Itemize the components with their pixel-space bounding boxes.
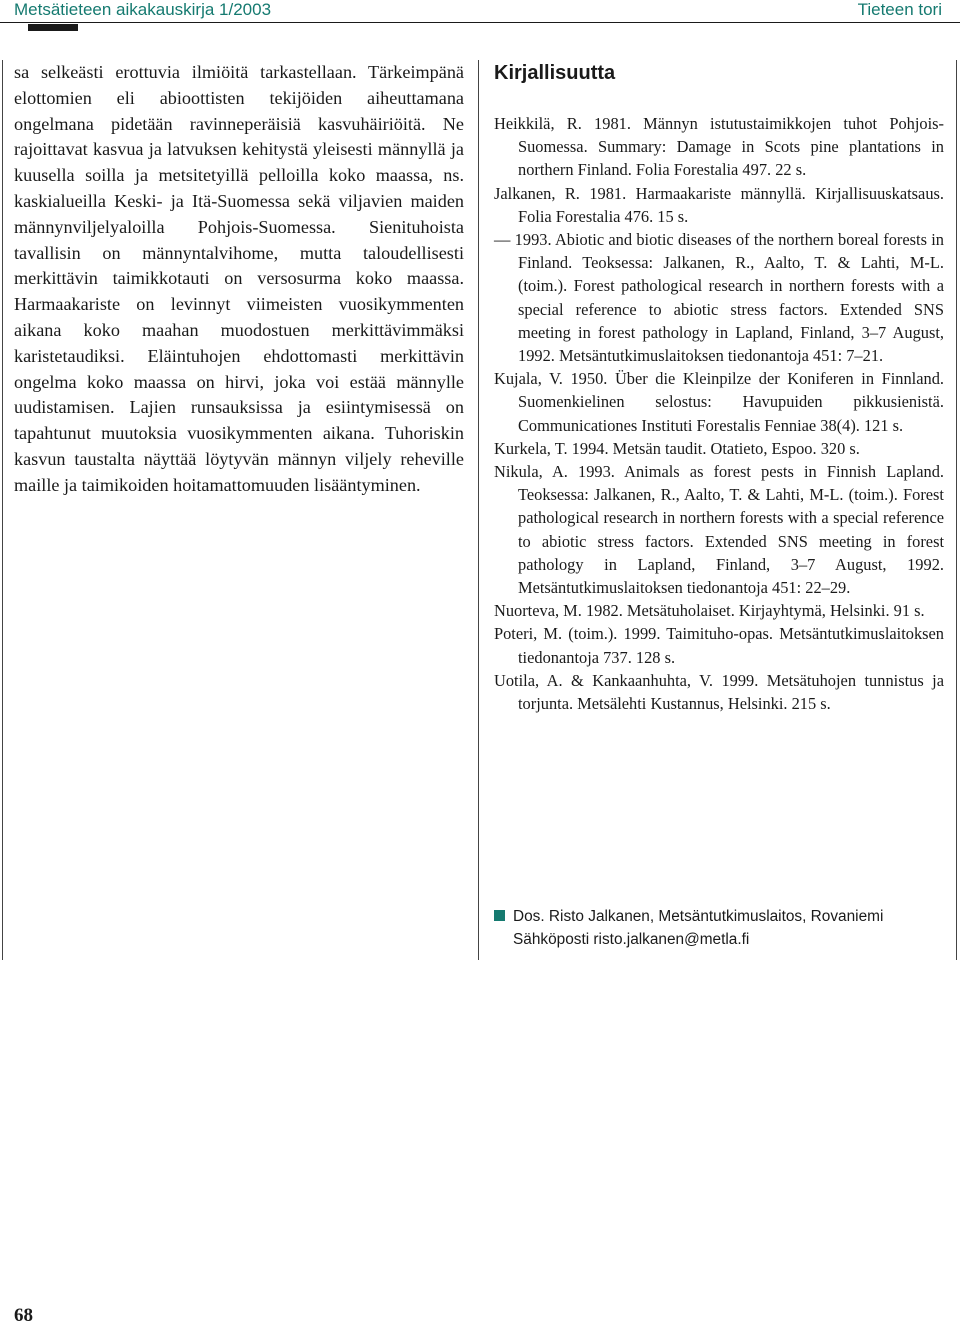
journal-title: Metsätieteen aikakauskirja 1/2003 xyxy=(14,0,272,19)
right-column-rule xyxy=(956,60,957,960)
reference-item: Jalkanen, R. 1981. Harmaakariste männyllä. Kirjallisuuskatsaus. Folia Forestalia 476. 15 s. xyxy=(494,183,944,226)
header-bar xyxy=(28,24,78,31)
reference-item: Kujala, V. 1950. Über die Kleinpilze der Koniferen in Finnland. Suomenkielinen selostus: Havupuiden pikkusienistä. Communicationes Instituti Forestalis Fenniae 38(4). 121 s. xyxy=(494,369,944,435)
left-column-rule xyxy=(2,60,3,960)
body-paragraph: sa selkeästi erottuvia ilmiöitä tarkastellaan. Tärkeimpänä elottomien eli abioottisten tekijöiden aiheuttamana ongelmana pidetään ravinneperäisiä kasvuhäiriöitä. Ne rajoittavat kasvua ja latvuksen kehitystä yleisesti männyllä ja kuusella soilla ja metsitetyillä pelloilla koko maassa, ns. kaskialueilla Keski- ja Itä-Suomessa sekä viljavien maiden männynviljelyaloilla Pohjois-Suomessa. Sienituhoista tavallisin on männyntalvihome, mutta taloudellisesti merkittävin taimikkotauti on versosurma koko maassa. Harmaakariste on levinnyt viimeisten vuosikymmenten aikana koko maahan muodostuen merkittävimmäksi karistetaudiksi. Eläintuhojen ehdottomasti merkittävin ongelma koko maassa on hirvi, joka voi estää männylle uudistamisen. Lajien runsauksissa ja esiintymisessä on tapahtunut muutoksia vuosikymmenten aikana. Tuhoriskin kasvun taustalta näyttää löytyvän männyn viljely reheville maille ja taimikoiden hoitamattomuuden lisääntyminen. xyxy=(14,62,464,495)
page-number: 68 xyxy=(14,1305,33,1326)
author-info xyxy=(494,905,954,951)
author-line xyxy=(494,905,954,928)
author-email: Sähköposti risto.jalkanen@metla.fi xyxy=(513,931,750,948)
reference-item: Poteri, M. (toim.). 1999. Taimituho-opas. Metsäntutkimuslaitoksen tiedonantoja 737. 128 s. xyxy=(494,624,944,667)
reference-item: Kurkela, T. 1994. Metsän taudit. Otatieto, Espoo. 320 s. xyxy=(494,438,860,458)
author-name: Dos. Risto Jalkanen, Metsäntutkimuslaitos, Rovaniemi xyxy=(513,908,884,925)
square-bullet-icon xyxy=(494,910,505,921)
reference-item: Uotila, A. & Kankaanhuhta, V. 1999. Metsätuhojen tunnistus ja torjunta. Metsälehti Kustannus, Helsinki. 215 s. xyxy=(494,670,944,714)
reference-list xyxy=(494,112,944,715)
reference-item: Heikkilä, R. 1981. Männyn istutustaimikkojen tuhot Pohjois-Suomessa. Summary: Damage in Scots pine plantations in northern Finland. Folia Forestalia 497. 22 s. xyxy=(494,114,944,180)
reference-item: — 1993. Abiotic and biotic diseases of the northern boreal forests in Finland. Teoksessa: Jalkanen, R., Aalto, T. & Lahti, M-L. (toim.). Forest pathological research in northern forests with a special reference to abiotic stress factors. Extended SNS meeting in forest pathology in Lapland, Finland, 3–7 August, 1992. Metsäntutkimuslaitoksen tiedonantoja 451: 7–21. xyxy=(494,230,944,366)
header-rule xyxy=(0,22,960,23)
reference-item: Nikula, A. 1993. Animals as forest pests in Finnish Lapland. Teoksessa: Jalkanen, R., Aalto, T. & Lahti, M-L. (toim.). Forest pathological research in northern forests with a special reference to abiotic stress factors. Extended SNS meeting in forest pathology in Lapland, Finland, 3–7 August, 1992. Metsäntutkimuslaitoksen tiedonantoja 451: 22–29. xyxy=(494,462,944,598)
reference-item: Nuorteva, M. 1982. Metsätuholaiset. Kirjayhtymä, Helsinki. 91 s. xyxy=(494,601,925,621)
section-title: Tieteen tori xyxy=(857,0,942,19)
references-heading: Kirjallisuutta xyxy=(494,62,616,84)
column-divider xyxy=(478,60,479,960)
